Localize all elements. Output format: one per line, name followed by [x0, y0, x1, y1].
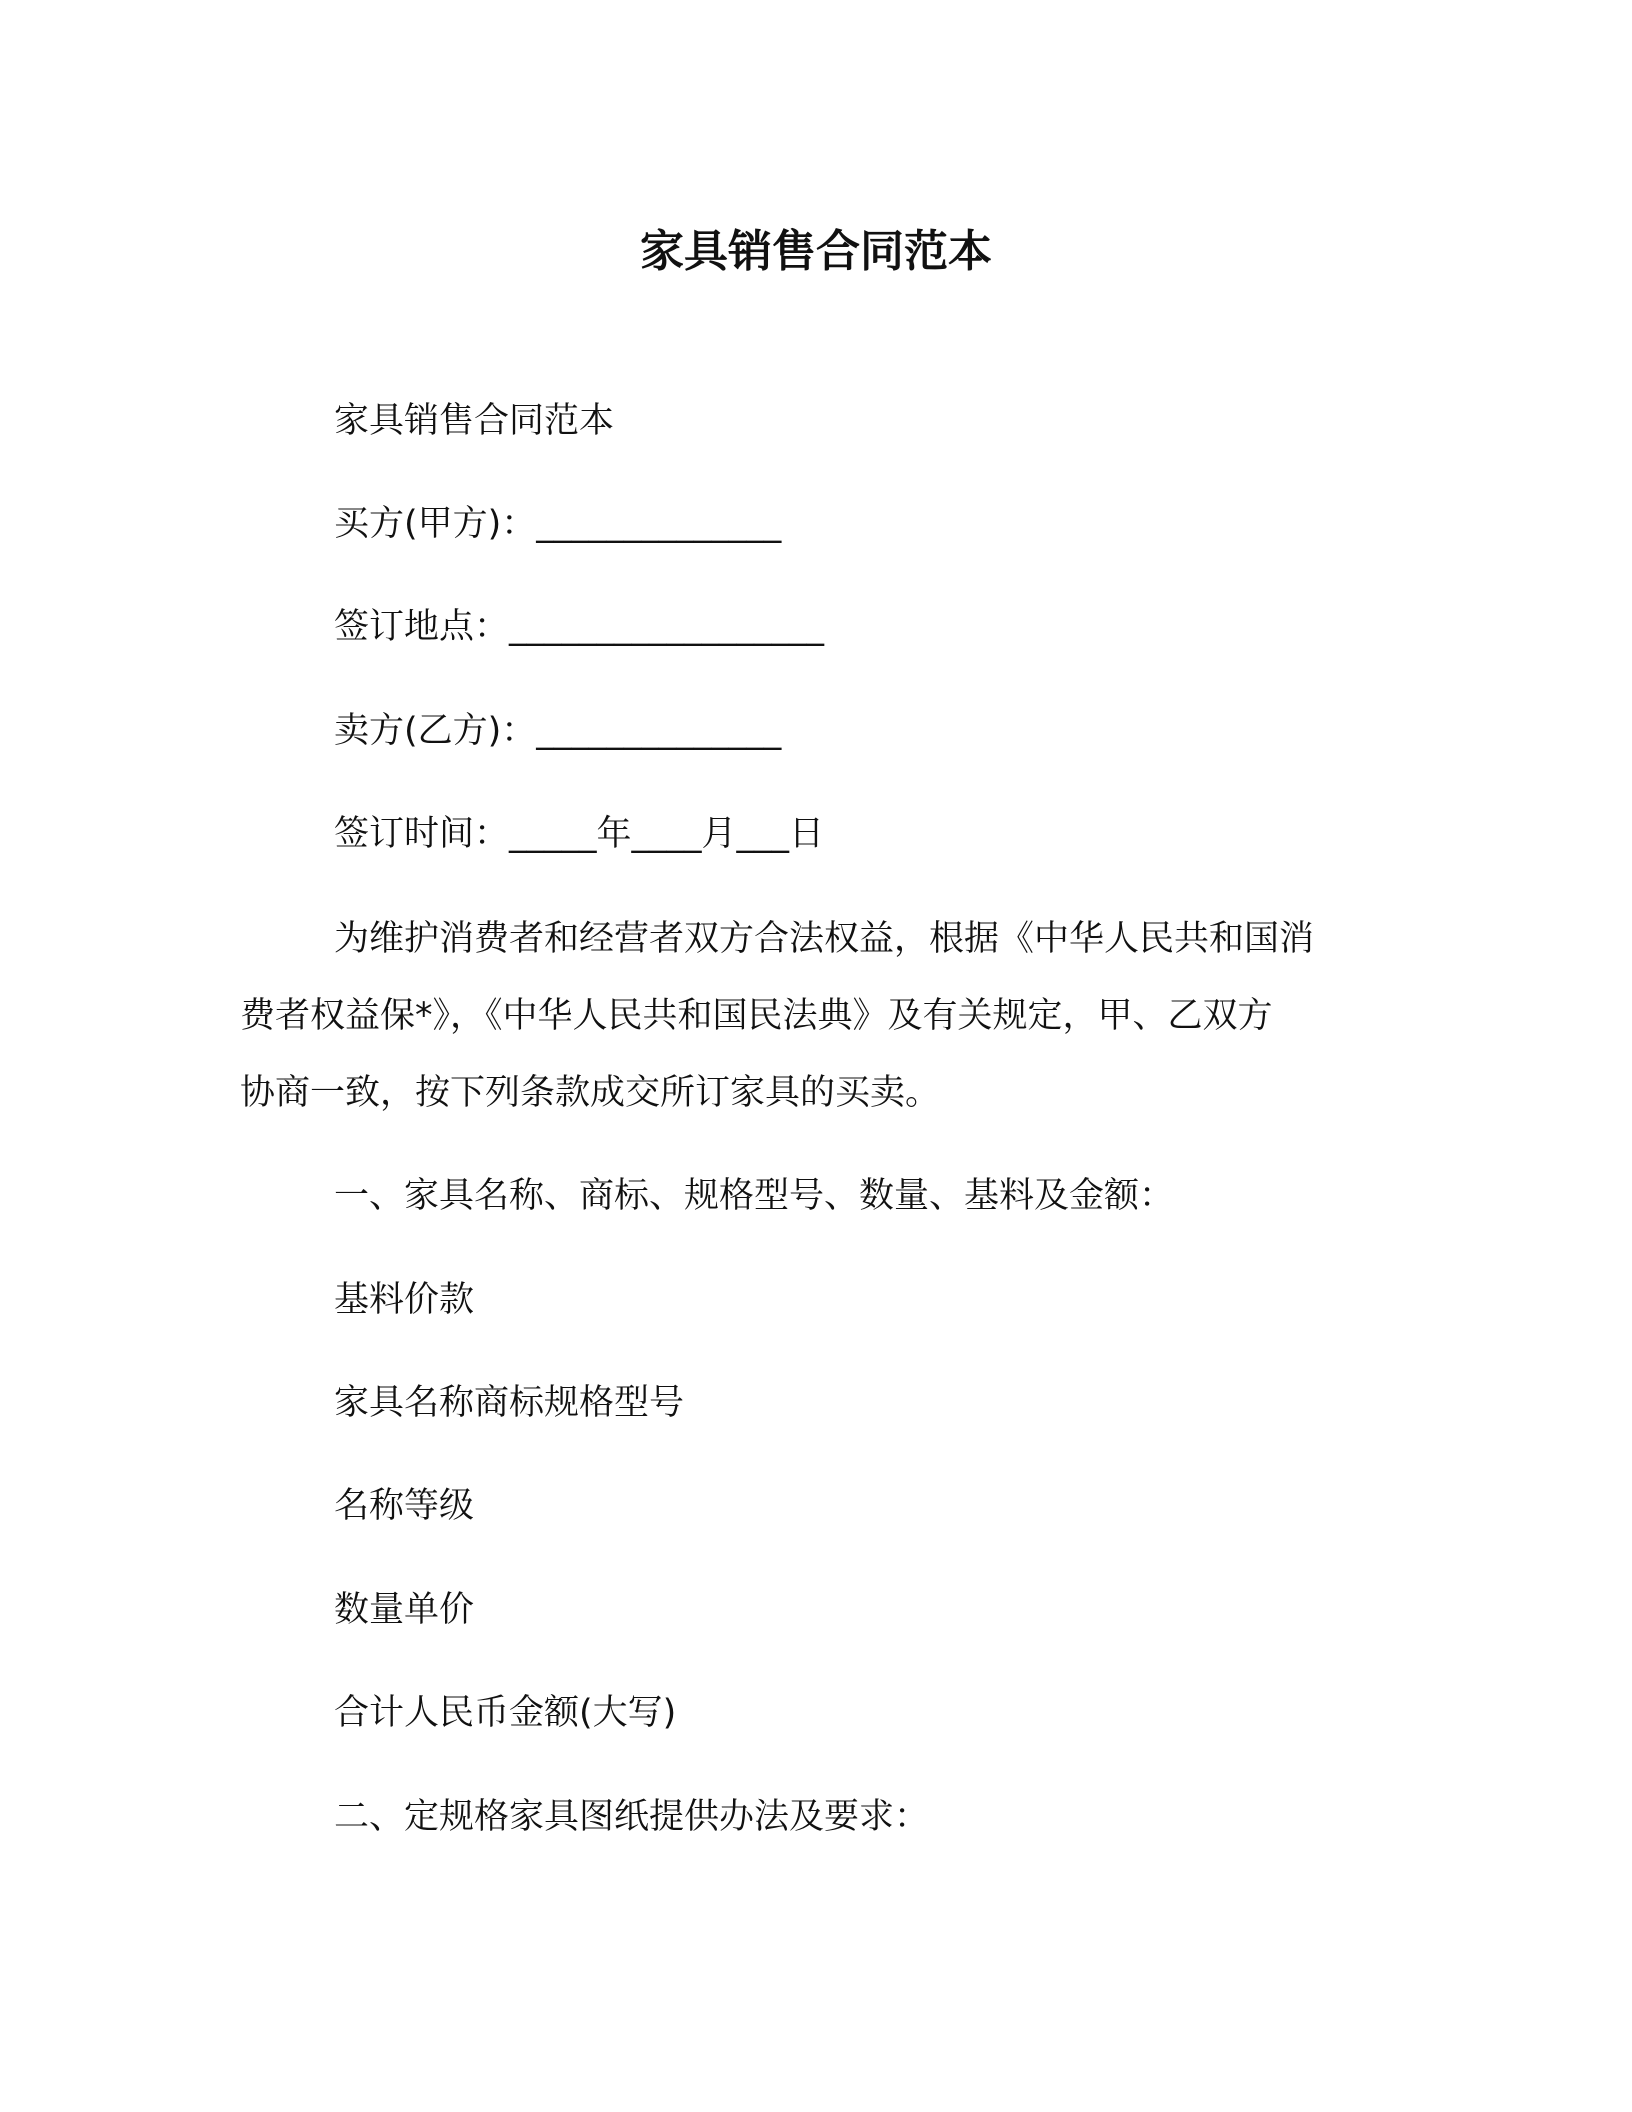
table-label: 合计人民币金额(大写) — [334, 1693, 677, 1733]
signing-place-field: 签订地点：__________________ — [334, 607, 825, 647]
section-2-heading: 二、定规格家具图纸提供办法及要求： — [334, 1797, 930, 1837]
preamble-line: 费者权益保*》，《中华人民共和国民法典》及有关规定，甲、乙双方 — [240, 996, 1273, 1036]
preamble-line: 为维护消费者和经营者双方合法权益，根据《中华人民共和国消 — [334, 919, 1315, 959]
document-title: 家具销售合同范本 — [640, 226, 992, 277]
section-1-heading: 一、家具名称、商标、规格型号、数量、基料及金额： — [334, 1176, 1175, 1216]
buyer-field: 买方(甲方)：______________ — [334, 504, 782, 544]
preamble-line: 协商一致，按下列条款成交所订家具的买卖。 — [240, 1073, 941, 1113]
signing-date-field: 签订时间：_____年____月___日 — [334, 814, 825, 854]
preamble-paragraph — [240, 901, 1390, 1132]
table-label: 名称等级 — [334, 1486, 475, 1526]
document-subtitle: 家具销售合同范本 — [334, 401, 615, 441]
table-label: 家具名称商标规格型号 — [334, 1383, 685, 1423]
table-label: 基料价款 — [334, 1280, 475, 1320]
seller-field: 卖方(乙方)：______________ — [334, 711, 782, 751]
table-label: 数量单价 — [334, 1590, 475, 1630]
